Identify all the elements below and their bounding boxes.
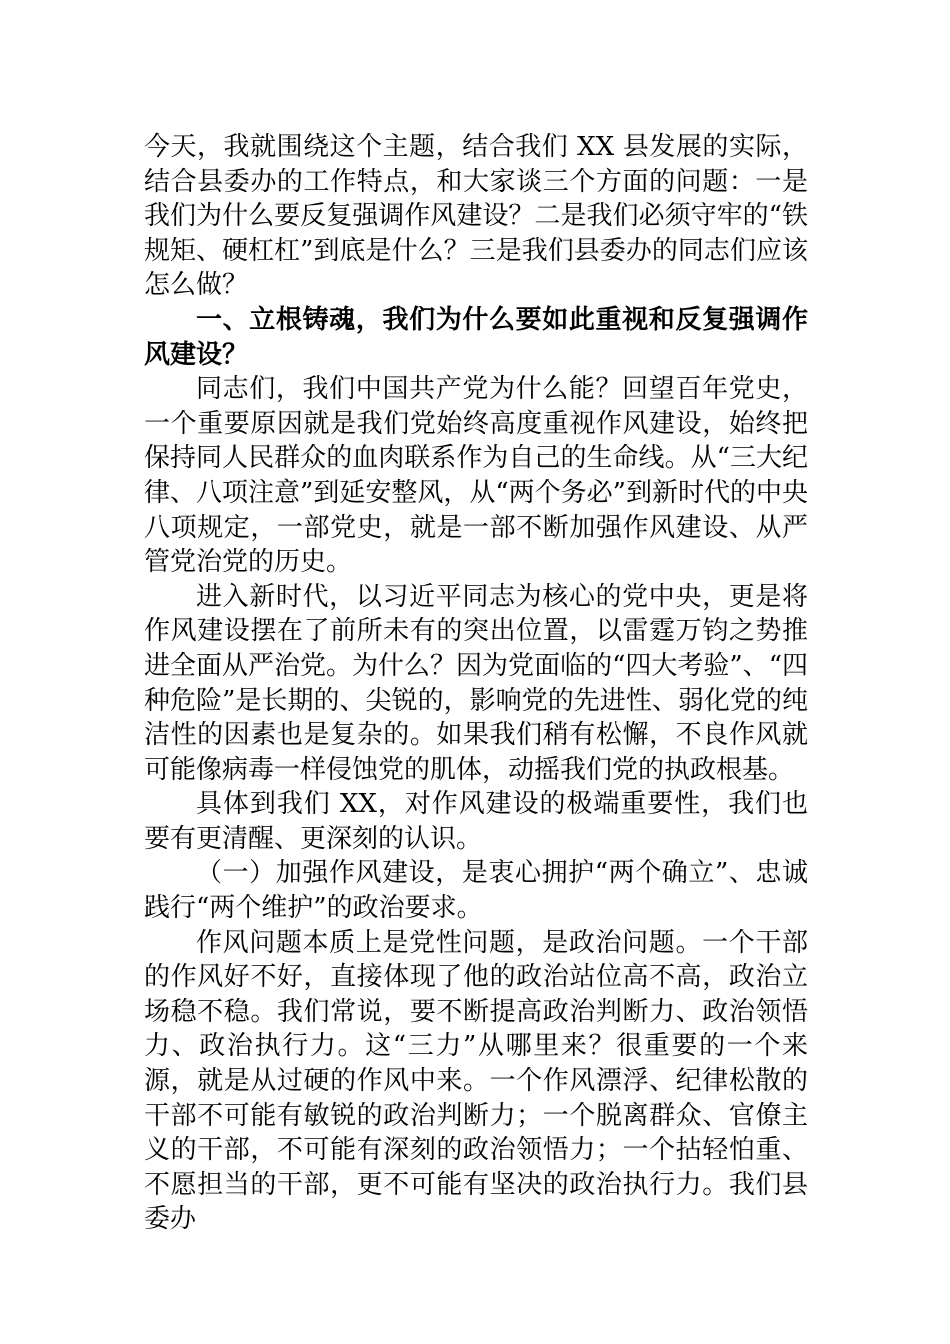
document-body — [144, 130, 808, 1237]
section-heading-1: 一、立根铸魂，我们为什么要如此重视和反复强调作风建设？ — [144, 304, 808, 370]
intro-paragraph: 今天，我就围绕这个主题，结合我们 XX 县发展的实际，结合县委办的工作特点，和大家谈三个方面的问题：一是我们为什么要反复强调作风建设？二是我们必须守牢的“铁规矩、硬杠杠”到底是什么？三是我们县委办的同志们应该怎么做？ — [144, 132, 808, 301]
body-paragraph: 具体到我们 XX，对作风建设的极端重要性，我们也要有更清醒、更深刻的认识。 — [144, 789, 808, 854]
body-paragraph: 进入新时代，以习近平同志为核心的党中央，更是将作风建设摆在了前所未有的突出位置，以雷霆万钧之势推进全面从严治党。为什么？因为党面临的“四大考验”、“四种危险”是长期的、尖锐的，影响党的先进性、弱化党的纯洁性的因素也是复杂的。如果我们稍有松懈，不良作风就可能像病毒一样侵蚀党的肌体，动摇我们党的执政根基。 — [144, 581, 808, 785]
body-paragraph: 作风问题本质上是党性问题，是政治问题。一个干部的作风好不好，直接体现了他的政治站位高不高，政治立场稳不稳。我们常说，要不断提高政治判断力、政治领悟力、政治执行力。这“三力”从哪里来？很重要的一个来源，就是从过硬的作风中来。一个作风漂浮、纪律松散的干部不可能有敏锐的政治判断力；一个脱离群众、官僚主义的干部，不可能有深刻的政治领悟力；一个拈轻怕重、不愿担当的干部，更不可能有坚决的政治执行力。我们县委办 — [144, 927, 808, 1235]
body-paragraph: 同志们，我们中国共产党为什么能？回望百年党史，一个重要原因就是我们党始终高度重视作风建设，始终把保持同人民群众的血肉联系作为自己的生命线。从“三大纪律、八项注意”到延安整风，从“两个务必”到新时代的中央八项规定，一部党史，就是一部不断加强作风建设、从严管党治党的历史。 — [144, 374, 808, 578]
subsection-heading-1: （一）加强作风建设，是衷心拥护“两个确立”、忠诚践行“两个维护”的政治要求。 — [144, 858, 808, 924]
